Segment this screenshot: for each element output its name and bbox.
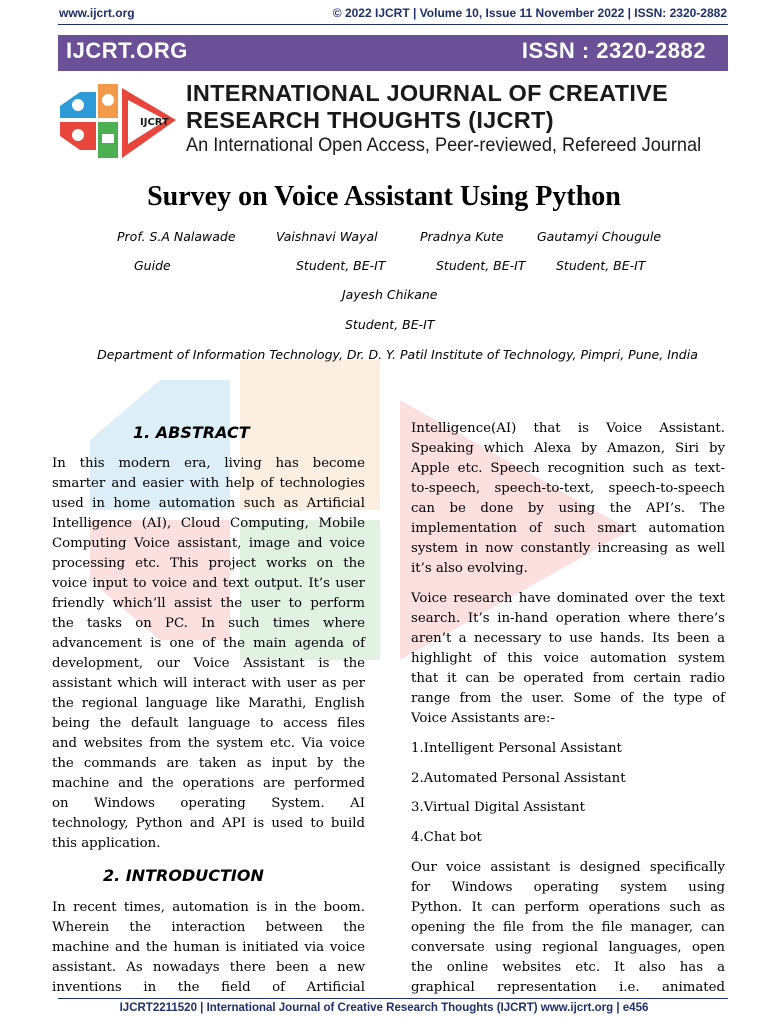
text-line: can be done by using the API’s. The (411, 501, 725, 516)
text-line: the regional language like Marathi, English (52, 696, 365, 711)
text-line: Python. It can perform operations such as (411, 900, 725, 915)
text-line: Intelligence(AI) that is Voice Assistant. (411, 421, 725, 436)
assistant-types-list (411, 828, 725, 848)
author-role: Student, BE-IT (296, 258, 386, 273)
abstract-heading: 1. ABSTRACT (133, 423, 250, 442)
page-footer: IJCRT2211520 | International Journal of Creative Research Thoughts (IJCRT) www.ijcrt.org | e456 (119, 1002, 649, 1014)
voice-research-paragraph (411, 589, 725, 729)
text-line: Our voice assistant is designed specifically (411, 860, 725, 875)
author-name: Vaishnavi Wayal (276, 229, 378, 244)
text-line: aren’t a necessary to use hands. Its been a (411, 631, 725, 646)
text-line: used in home automation such as Artificial (52, 496, 365, 511)
text-line: Wherein the interaction between the (52, 920, 365, 935)
introduction-heading: 2. INTRODUCTION (103, 866, 264, 885)
text-line: technology, Python and API is used to build (52, 816, 365, 831)
text-line: friendly which’ll assist the user to perform (52, 596, 365, 611)
text-line: voice input to voice and text output. It’s user (52, 576, 365, 591)
text-line: highlight of this voice automation system (411, 651, 725, 666)
intro-continued-paragraph (411, 419, 725, 579)
text-line: implementation of such smart automation (411, 521, 725, 536)
introduction-body (52, 898, 365, 998)
paper-title: Survey on Voice Assistant Using Python (147, 181, 621, 212)
logo-text: IJCRT (140, 117, 169, 128)
list-item: 4.Chat bot (411, 830, 482, 845)
department-affiliation: Department of Information Technology, Dr. D. Y. Patil Institute of Technology, Pimpri, Pune, India (97, 347, 698, 362)
text-line: opening the file from the file manager, can (411, 920, 725, 935)
text-line: assistant which will interact with user as per (52, 676, 365, 691)
banner-site-name: IJCRT.ORG (66, 38, 188, 63)
ijcrt-logo (58, 78, 182, 164)
author-name: Gautamyi Chougule (537, 229, 662, 244)
text-line: and websites from the system etc. Via voice (52, 736, 365, 751)
author-name: Prof. S.A Nalawade (117, 229, 236, 244)
text-line: the online websites etc. It also has a (411, 960, 725, 975)
bottom-divider (58, 998, 728, 999)
assistant-types-list (411, 769, 725, 789)
text-line: In this modern era, living has become (52, 456, 365, 471)
text-line: the commands are taken as input by the (52, 756, 365, 771)
text-line: conversate using regional languages, open (411, 940, 725, 955)
our-assistant-paragraph (411, 858, 725, 998)
text-line: Speaking which Alexa by Amazon, Siri by (411, 441, 725, 456)
assistant-types-list (411, 739, 725, 759)
text-line: the tasks on PC. In such times where (52, 616, 365, 631)
top-divider (58, 24, 728, 25)
text-line: graphical representation i.e. animated (411, 980, 725, 995)
journal-subtitle: An International Open Access, Peer-reviewed, Refereed Journal (186, 134, 702, 156)
author-role: Guide (134, 258, 171, 273)
text-line: it’s also evolving. (411, 561, 528, 576)
list-item: 2.Automated Personal Assistant (411, 771, 626, 786)
text-line: this application. (52, 836, 161, 851)
text-line: Computing Voice assistant, image and voice (52, 536, 365, 551)
author-name: Jayesh Chikane (342, 287, 438, 302)
journal-url[interactable]: www.ijcrt.org (59, 6, 135, 20)
abstract-body (52, 454, 365, 854)
text-line: Apple etc. Speech recognition such as text- (411, 461, 725, 476)
text-line: for Windows operating system using (411, 880, 725, 895)
journal-title-line1: INTERNATIONAL JOURNAL OF CREATIVE (186, 80, 669, 106)
issue-meta: © 2022 IJCRT | Volume 10, Issue 11 November 2022 | ISSN: 2320-2882 (332, 6, 727, 20)
text-line: Voice research have dominated over the text (411, 591, 725, 606)
text-line: system in now constantly increasing as well (411, 541, 725, 556)
text-line: to-speech, speech-to-text, speech-to-speech (411, 481, 725, 496)
text-line: on Windows operating System. AI (52, 796, 365, 811)
text-line: processing etc. This project works on the (52, 556, 365, 571)
text-line: inventions in the field of Artificial (52, 980, 365, 995)
text-line: Intelligence (AI), Cloud Computing, Mobile (52, 516, 365, 531)
author-role: Student, BE-IT (345, 317, 435, 332)
list-item: 1.Intelligent Personal Assistant (411, 741, 622, 756)
text-line: that it can be operated from certain radio (411, 671, 725, 686)
text-line: In recent times, automation is in the boom. (52, 900, 365, 915)
text-line: machine and the operations are performed (52, 776, 365, 791)
journal-title-line2: RESEARCH THOUGHTS (IJCRT) (186, 107, 554, 133)
author-name: Pradnya Kute (420, 229, 504, 244)
text-line: development, our Voice Assistant is the (52, 656, 365, 671)
text-line: being the default language to access files (52, 716, 365, 731)
text-line: Voice Assistants are:- (411, 711, 555, 726)
banner-issn: ISSN : 2320-2882 (521, 38, 706, 63)
text-line: smarter and easier with help of technologies (52, 476, 365, 491)
author-role: Student, BE-IT (436, 258, 526, 273)
text-line: advancement is one of the main agenda of (52, 636, 365, 651)
list-item: 3.Virtual Digital Assistant (411, 800, 585, 815)
author-role: Student, BE-IT (556, 258, 646, 273)
text-line: search. It’s in-hand operation where there’s (411, 611, 725, 626)
text-line: range from the user. Some of the type of (411, 691, 725, 706)
assistant-types-list (411, 798, 725, 818)
text-line: assistant. As nowadays there been a new (52, 960, 365, 975)
text-line: machine and the human is initiated via voice (52, 940, 365, 955)
